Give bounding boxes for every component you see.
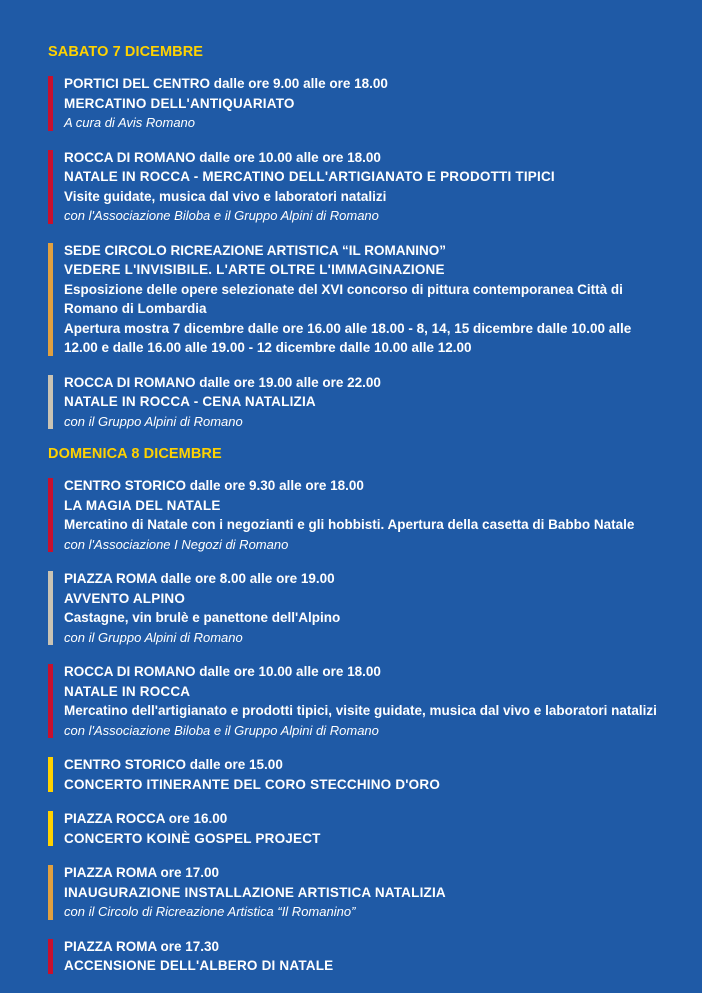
event-location-line	[64, 148, 662, 168]
event-location-line	[64, 569, 662, 589]
event-item	[48, 241, 662, 358]
event-description: Apertura mostra 7 dicembre dalle ore 16.00 alle 18.00 - 8, 14, 15 dicembre dalle 10.00 alle 12.00 e dalle 16.00 alle 19.00 - 12 dicembre dalle 10.00 alle 12.00	[64, 320, 632, 355]
event-location-line	[64, 809, 662, 829]
event-time: ore 17.30	[156, 938, 220, 954]
event-color-bar	[48, 76, 53, 131]
event-title: LA MAGIA DEL NATALE	[64, 497, 221, 513]
event-item	[48, 148, 662, 226]
event-time: ore 16.00	[165, 811, 228, 826]
event-color-bar	[48, 150, 53, 224]
event-time: dalle ore 9.00 alle ore 18.00	[210, 76, 388, 91]
event-item	[48, 569, 662, 647]
event-location-line	[64, 476, 662, 496]
event-color-bar	[48, 571, 53, 645]
event-place: PIAZZA ROMA	[64, 938, 157, 954]
event-place: CENTRO STORICO	[64, 478, 187, 493]
event-time: dalle ore 15.00	[186, 757, 283, 772]
event-credit: con il Gruppo Alpini di Romano	[64, 629, 243, 645]
event-title: VEDERE L'INVISIBILE. L'ARTE OLTRE L'IMMAGINAZIONE	[64, 262, 445, 277]
event-time: dalle ore 8.00 alle ore 19.00	[156, 571, 335, 586]
event-item	[48, 863, 662, 922]
event-place: PIAZZA ROMA	[64, 865, 157, 880]
event-title: AVVENTO ALPINO	[64, 590, 186, 606]
event-color-bar	[48, 478, 53, 552]
event-place: CENTRO STORICO	[64, 757, 187, 772]
event-item	[48, 373, 662, 432]
event-time: dalle ore 10.00 alle ore 18.00	[195, 149, 381, 165]
event-color-bar	[48, 664, 53, 738]
event-credit: con l'Associazione I Negozi di Romano	[64, 536, 289, 552]
event-item	[48, 74, 662, 133]
event-color-bar	[48, 939, 53, 974]
day-heading: SABATO 7 DICEMBRE	[48, 44, 204, 60]
event-description: Esposizione delle opere selezionate del XVI concorso di pittura contemporanea Città di Romano di Lombardia	[64, 281, 623, 316]
event-item	[48, 476, 662, 554]
event-time: dalle ore 9.30 alle ore 18.00	[186, 478, 364, 493]
event-description: Visite guidate, musica dal vivo e laboratori natalizi	[64, 188, 387, 204]
event-title: NATALE IN ROCCA - MERCATINO DELL'ARTIGIANATO E PRODOTTI TIPICI	[64, 169, 555, 184]
event-place: ROCCA DI ROMANO	[64, 664, 196, 679]
event-title: CONCERTO KOINÈ GOSPEL PROJECT	[64, 830, 321, 846]
event-title: NATALE IN ROCCA	[64, 683, 191, 699]
event-location-line	[64, 373, 662, 393]
event-item	[48, 937, 662, 976]
event-credit: con il Circolo di Ricreazione Artistica “Il Romanino”	[64, 904, 356, 919]
event-color-bar	[48, 865, 53, 920]
event-item	[48, 755, 662, 794]
event-color-bar	[48, 375, 53, 430]
event-description: Mercatino dell'artigianato e prodotti tipici, visite guidate, musica dal vivo e laboratori natalizi	[64, 703, 657, 718]
event-title: NATALE IN ROCCA - CENA NATALIZIA	[64, 394, 316, 409]
event-credit: con il Gruppo Alpini di Romano	[64, 413, 243, 429]
event-time: dalle ore 10.00 alle ore 18.00	[195, 664, 381, 679]
event-location-line	[64, 74, 662, 94]
event-place: ROCCA DI ROMANO	[64, 149, 196, 165]
event-credit: con l'Associazione Biloba e il Gruppo Alpini di Romano	[64, 208, 379, 223]
event-time: dalle ore 19.00 alle ore 22.00	[195, 374, 381, 390]
event-description: Castagne, vin brulè e panettone dell'Alpino	[64, 610, 341, 625]
event-location-line	[64, 863, 662, 883]
event-place: PORTICI DEL CENTRO	[64, 76, 211, 91]
event-color-bar	[48, 757, 53, 792]
event-color-bar	[48, 811, 53, 846]
event-credit: con l'Associazione Biloba e il Gruppo Alpini di Romano	[64, 722, 379, 738]
event-item	[48, 809, 662, 848]
event-location-line	[64, 755, 662, 775]
event-title: INAUGURAZIONE INSTALLAZIONE ARTISTICA NATALIZIA	[64, 884, 446, 900]
event-time: ore 17.00	[156, 865, 220, 880]
event-place: SEDE CIRCOLO RICREAZIONE ARTISTICA “IL ROMANINO”	[64, 242, 447, 258]
event-location-line	[64, 937, 662, 957]
event-title: MERCATINO DELL'ANTIQUARIATO	[64, 95, 295, 111]
event-location-line	[64, 662, 662, 682]
event-title: CONCERTO ITINERANTE DEL CORO STECCHINO D'ORO	[64, 776, 441, 792]
event-description: Mercatino di Natale con i negozianti e gli hobbisti. Apertura della casetta di Babbo Natale	[64, 517, 635, 532]
event-place: PIAZZA ROMA	[64, 571, 157, 586]
event-place: PIAZZA ROCCA	[64, 811, 165, 826]
event-place: ROCCA DI ROMANO	[64, 374, 196, 390]
event-item	[48, 662, 662, 740]
day-heading: DOMENICA 8 DICEMBRE	[48, 446, 222, 462]
event-title: ACCENSIONE DELL'ALBERO DI NATALE	[64, 958, 334, 973]
event-location-line	[64, 241, 662, 261]
event-color-bar	[48, 243, 53, 356]
event-credit: A cura di Avis Romano	[64, 115, 196, 130]
